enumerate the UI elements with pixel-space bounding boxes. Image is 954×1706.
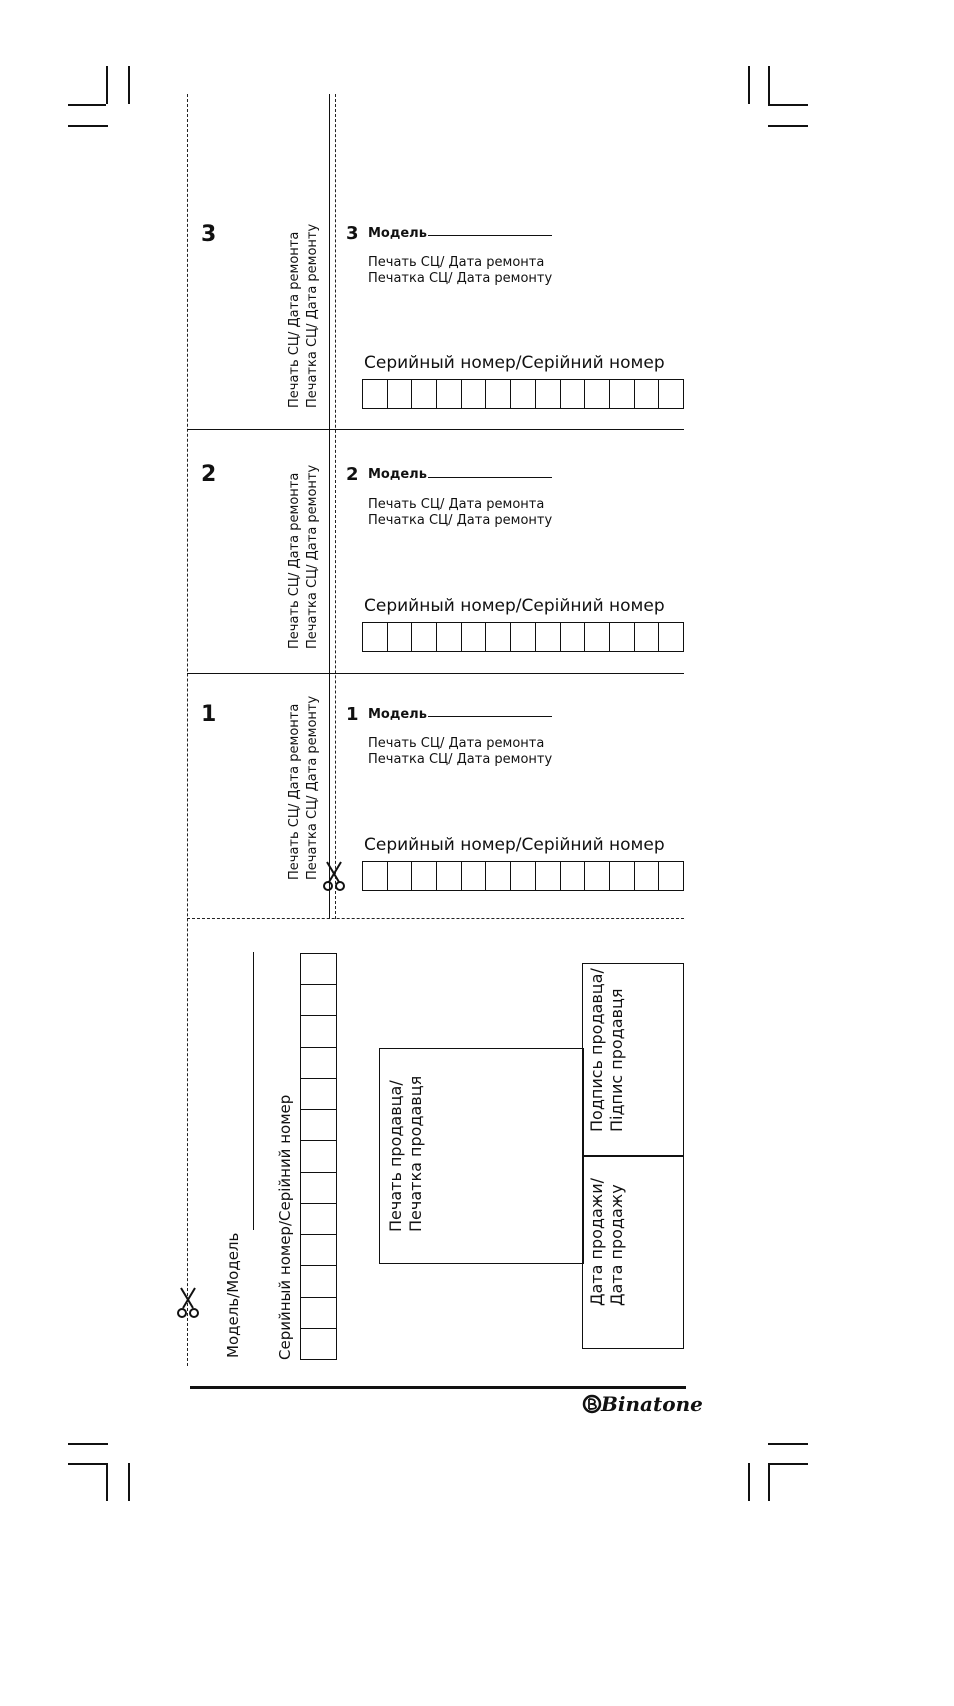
coupon-2-serial-label: Серийный номер/Серійний номер — [364, 596, 665, 616]
coupon-2-stamp-ua: Печатка СЦ/ Дата ремонту — [368, 513, 553, 528]
coupon-1-serial-grid[interactable] — [362, 861, 684, 891]
crop-mark — [768, 66, 770, 104]
crop-mark — [748, 1463, 750, 1501]
coupon-3-stub-stamp-ua: Печатка СЦ/ Дата ремонту — [305, 223, 320, 408]
spine-line — [329, 94, 330, 919]
stub-model-line[interactable] — [253, 952, 254, 1230]
coupon-3-model-line[interactable] — [428, 235, 552, 236]
coupon-3-number-stub: 3 — [201, 222, 217, 247]
stub-model-label: Модель/Модель — [224, 1232, 242, 1358]
crop-mark — [106, 1463, 108, 1501]
coupon-3-serial-grid[interactable] — [362, 379, 684, 409]
crop-mark — [68, 1463, 108, 1465]
binatone-logo-icon — [582, 1394, 602, 1414]
coupon-3-model-label: Модель — [368, 226, 427, 241]
crop-mark — [68, 104, 106, 106]
crop-mark — [68, 1443, 108, 1445]
seller-signature-ua: Підпис продавця — [607, 988, 626, 1132]
coupon-1-stub-stamp-ru: Печать СЦ/ Дата ремонта — [287, 703, 302, 880]
crop-mark — [768, 1463, 770, 1501]
coupon-1-stub-stamp-ua: Печатка СЦ/ Дата ремонту — [305, 695, 320, 880]
crop-mark — [768, 125, 808, 127]
coupon-2-serial-grid[interactable] — [362, 622, 684, 652]
crop-mark — [768, 1443, 808, 1445]
footer-rule — [190, 1386, 686, 1389]
seller-stamp-ua: Печатка продавця — [406, 1075, 425, 1232]
brand-name: Binatone — [601, 1392, 703, 1416]
crop-mark — [68, 125, 108, 127]
crop-mark — [128, 66, 130, 104]
coupon-2-stub-stamp-ru: Печать СЦ/ Дата ремонта — [287, 472, 302, 649]
crop-mark — [748, 66, 750, 104]
scissors-icon — [322, 860, 346, 892]
seller-stamp-ru: Печать продавца/ — [386, 1080, 405, 1232]
coupon-3-number: 3 — [346, 223, 359, 244]
coupon-2-model-line[interactable] — [428, 477, 552, 478]
sale-date-ru: Дата продажи/ — [587, 1178, 606, 1306]
coupon-1-number-stub: 1 — [201, 702, 217, 727]
crop-mark — [128, 1463, 130, 1501]
sale-date-ua: Дата продажу — [607, 1184, 626, 1306]
coupon-2-model-label: Модель — [368, 467, 427, 482]
coupon-1-number: 1 — [346, 704, 359, 725]
coupon-2-number-stub: 2 — [201, 462, 217, 487]
cut-line-left — [187, 94, 188, 1366]
coupon-3-stub-stamp-ru: Печать СЦ/ Дата ремонта — [287, 231, 302, 408]
coupon-2-stub-stamp-ua: Печатка СЦ/ Дата ремонту — [305, 464, 320, 649]
cut-line-spine — [335, 94, 336, 919]
coupon-3-stamp-ua: Печатка СЦ/ Дата ремонту — [368, 271, 553, 286]
crop-mark — [768, 1463, 808, 1465]
stub-serial-grid[interactable] — [300, 953, 337, 1360]
coupon-1-stamp-ru: Печать СЦ/ Дата ремонта — [368, 736, 545, 751]
coupon-3-serial-label: Серийный номер/Серійний номер — [364, 353, 665, 373]
crop-mark — [768, 104, 808, 106]
divider-2-1 — [187, 673, 684, 674]
coupon-3-stamp-ru: Печать СЦ/ Дата ремонта — [368, 255, 545, 270]
coupon-2-number: 2 — [346, 464, 359, 485]
coupon-1-stamp-ua: Печатка СЦ/ Дата ремонту — [368, 752, 553, 767]
stub-serial-label: Серийный номер/Серійний номер — [276, 1094, 294, 1360]
coupon-1-serial-label: Серийный номер/Серійний номер — [364, 835, 665, 855]
seller-signature-ru: Подпись продавца/ — [587, 968, 606, 1132]
coupon-2-stamp-ru: Печать СЦ/ Дата ремонта — [368, 497, 545, 512]
coupon-1-model-label: Модель — [368, 707, 427, 722]
cut-line-bottom — [187, 918, 684, 919]
divider-3-2 — [187, 429, 684, 430]
coupon-1-model-line[interactable] — [428, 716, 552, 717]
scissors-icon — [176, 1286, 200, 1320]
crop-mark — [106, 66, 108, 104]
